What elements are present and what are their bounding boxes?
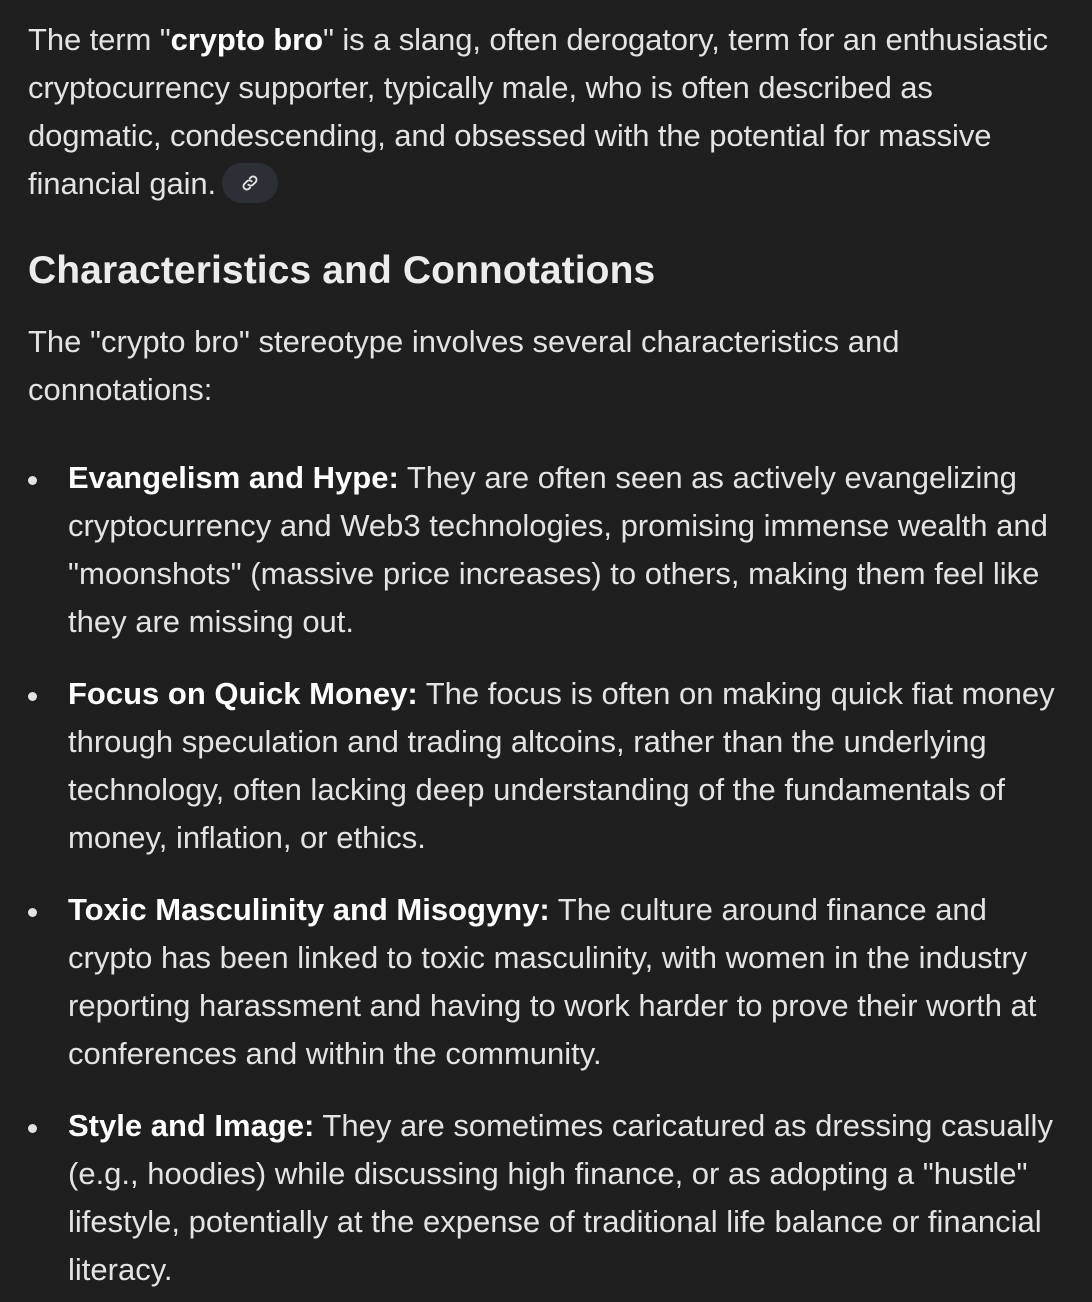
intro-term: crypto bro: [170, 22, 323, 57]
link-icon: [240, 173, 260, 193]
bullet-icon: [28, 1124, 37, 1133]
trait-text: They are often seen as actively evangelizing cryptocurrency and Web3 technologies, promising immense wealth and "moonshots" (massive price increases) to others, making them feel like they are missing out.: [68, 460, 1048, 639]
list-item: [28, 670, 1062, 862]
bullet-icon: [28, 908, 37, 917]
traits-list: [28, 454, 1062, 1294]
section-lead: The "crypto bro" stereotype involves several characteristics and connotations:: [28, 324, 900, 407]
trait-text: The focus is often on making quick fiat money through speculation and trading altcoins, rather than the underlying technology, often lacking deep understanding of the fundamentals of money, inflation, or ethics.: [68, 676, 1055, 855]
source-link-button[interactable]: [222, 163, 278, 203]
trait-text: The culture around finance and crypto has been linked to toxic masculinity, with women in the industry reporting harassment and having to work harder to prove their worth at conferences and within the community.: [68, 892, 1037, 1071]
intro-suffix: " is a slang, often derogatory, term for an enthusiastic cryptocurrency supporter, typically male, who is often described as dogmatic, condescending, and obsessed with the potential for massive financial gain.: [28, 22, 1049, 201]
trait-title: Style and Image:: [68, 1108, 315, 1143]
trait-title: Evangelism and Hype:: [68, 460, 399, 495]
trait-text: They are sometimes caricatured as dressing casually (e.g., hoodies) while discussing high finance, or as adopting a "hustle" lifestyle, potentially at the expense of traditional life balance or financial literacy.: [68, 1108, 1053, 1287]
trait-title: Focus on Quick Money:: [68, 676, 418, 711]
intro-paragraph: [28, 16, 1062, 208]
bullet-icon: [28, 692, 37, 701]
intro-prefix: The term ": [28, 22, 171, 57]
trait-title: Toxic Masculinity and Misogyny:: [68, 892, 550, 927]
list-item: [28, 886, 1062, 1078]
list-item: [28, 1102, 1062, 1294]
bullet-icon: [28, 476, 37, 485]
section-heading: Characteristics and Connotations: [28, 249, 656, 292]
list-item: [28, 454, 1062, 646]
